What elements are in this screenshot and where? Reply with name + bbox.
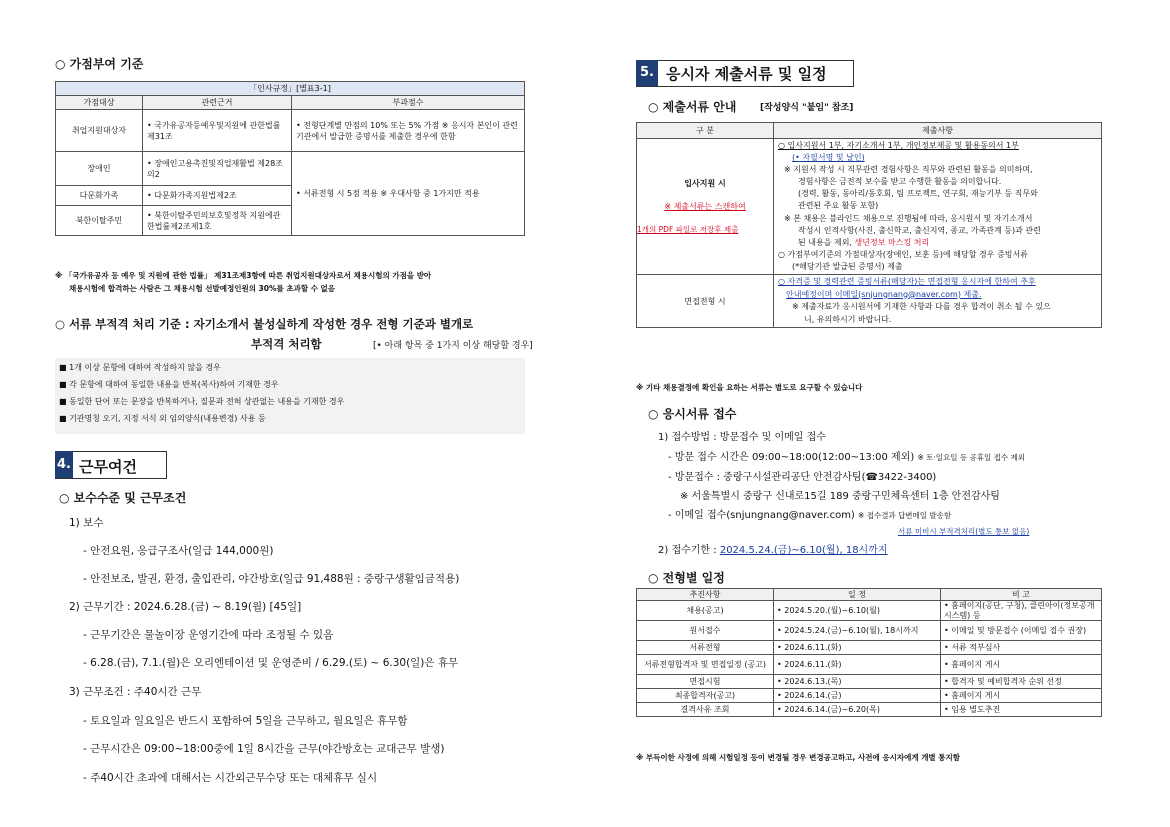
text-line bbox=[658, 541, 888, 556]
table-cell: 채용(공고) bbox=[637, 601, 774, 621]
table-row bbox=[637, 675, 1102, 689]
list-item: ■ 1개 이상 문항에 대하여 작성하지 않을 경우 bbox=[59, 363, 221, 372]
table-cell: 최종합격자(공고) bbox=[637, 689, 774, 703]
row-interview-items bbox=[774, 275, 1102, 328]
sched-note: ※ 부득이한 사정에 의해 시험일정 등이 변경될 경우 변경공고하고, 사전에 응시자에게 개별 통지함 bbox=[636, 753, 961, 762]
text-line: 경험사항은 금전적 보수를 받고 수행한 활동을 의미합니다. bbox=[798, 177, 1002, 187]
text-line: - 6.28.(금), 7.1.(월)은 오리엔테이션 및 운영준비 / 6.29.(토) ~ 6.30(일)은 휴무 bbox=[83, 657, 459, 669]
table-row bbox=[637, 641, 1102, 655]
docs-table bbox=[636, 122, 1102, 328]
text-line: ※ 제출자료가 응시원서에 기재한 사항과 다를 경우 합격이 취소 될 수 있으 bbox=[792, 302, 1051, 312]
table-row bbox=[637, 689, 1102, 703]
text-line: ※ 서울특별시 중랑구 신내로15길 189 중랑구민체육센터 1층 안전감사팀 bbox=[680, 491, 1000, 502]
header-score: 부과점수 bbox=[292, 96, 525, 110]
text-fragment: 2) 접수기한 : bbox=[658, 545, 717, 556]
header-basis: 관련근거 bbox=[143, 96, 292, 110]
text-line: (경력, 활동, 동아리/동호회, 팀 프로젝트, 연구회, 재능기부 등 직무와 bbox=[798, 189, 1038, 199]
text-fragment: 된 내용을 제외, bbox=[798, 237, 852, 247]
header-date: 일 정 bbox=[774, 589, 941, 601]
masking-note: 생년정보 마스킹 처리 bbox=[854, 237, 930, 247]
header-note: 비 고 bbox=[941, 589, 1102, 601]
table-cell: • 서류 적부심사 bbox=[941, 641, 1102, 655]
text-line: 1) 보수 bbox=[69, 517, 104, 529]
schedule-table bbox=[636, 588, 1102, 717]
docs-note: ※ 기타 채용결정에 확인을 요하는 서류는 별도로 요구할 수 있습니다 bbox=[636, 383, 863, 392]
list-item: ■ 기관명칭 오기, 지정 서식 외 임의양식(내용변경) 사용 등 bbox=[59, 414, 266, 423]
text-line: - 방문접수 : 중랑구시설관리공단 안전감사팀(☎3422-3400) bbox=[668, 472, 937, 483]
gajeom-note-2: 채용시험에 합격하는 사람은 그 채용시험 선발예정인원의 30%를 초과할 수 없음 bbox=[69, 284, 336, 293]
text-line bbox=[668, 506, 951, 521]
header-target: 가점대상 bbox=[56, 96, 143, 110]
text-line bbox=[668, 448, 1025, 463]
table-cell: 장애인 bbox=[56, 152, 143, 186]
gajeom-note-1: ※ 「국가유공자 등 예우 및 지원에 관한 법률」 제31조제3항에 따른 취업지원대상자로서 채용시험의 가점을 받아 bbox=[55, 271, 432, 280]
gajeom-title: ○ 가점부여 기준 bbox=[55, 57, 144, 71]
table-cell: 원서접수 bbox=[637, 621, 774, 641]
table-cell: • 전형단계별 만점의 10% 또는 5% 가점 ※ 응시자 본인이 관련기관에서 발급한 증명서를 제출한 경우에 한함 bbox=[292, 110, 525, 152]
list-item: ■ 각 문항에 대하여 동일한 내용을 반복(복사)하여 기재한 경우 bbox=[59, 380, 279, 389]
text-line bbox=[778, 237, 1097, 249]
text-line: - 안전요원, 응급구조사(일급 144,000원) bbox=[83, 545, 274, 557]
deadline: 2024.5.24.(금)~6.10(월), 18시까지 bbox=[719, 545, 888, 556]
header-category: 구 분 bbox=[637, 123, 774, 139]
text-line: 작성시 인적사항(사진, 출신학교, 출신지역, 종교, 가족관계 등)과 관련 bbox=[798, 225, 1041, 235]
table-cell: • 합격자 및 예비합격자 순위 선정 bbox=[941, 675, 1102, 689]
table-cell: 서류전형합격자 및 면접일정 (공고) bbox=[637, 655, 774, 675]
table-cell: 다문화가족 bbox=[56, 186, 143, 206]
section-4-number: 4. bbox=[55, 451, 73, 478]
row-apply-items bbox=[774, 139, 1102, 275]
table-cell: 결격사유 조회 bbox=[637, 703, 774, 717]
gajeom-table bbox=[55, 81, 525, 236]
bujeok-title-cont: 부적격 처리함 bbox=[251, 337, 322, 351]
table-cell: • 임용 별도추진 bbox=[941, 703, 1102, 717]
row-interview-label: 면접전형 시 bbox=[637, 275, 774, 328]
bujeok-list bbox=[55, 358, 525, 434]
header-items: 제출사항 bbox=[774, 123, 1102, 139]
text-line: ※ 지원서 작성 시 직무관련 경험사항은 직무와 관련된 활동을 의미하며, bbox=[784, 165, 1033, 175]
text-fragment: - 방문 접수 시간은 09:00~18:00(12:00~13:00 제외) bbox=[668, 452, 915, 463]
docs-title: ○ 제출서류 안내 bbox=[648, 100, 737, 114]
text-line: 안내예정이며 이메일(snjungnang@naver.com) 제출. bbox=[786, 289, 982, 299]
table-cell: • 2024.5.20.(월)~6.10(월) bbox=[774, 601, 941, 621]
table-row bbox=[637, 655, 1102, 675]
table-cell: • 국가유공자등예우및지원에 관한법률제31조 bbox=[143, 110, 292, 152]
text-fragment: ※ 토·일요일 등 공휴일 접수 제외 bbox=[917, 453, 1025, 462]
table-cell: • 다문화가족지원법제2조 bbox=[143, 186, 292, 206]
table-row bbox=[637, 621, 1102, 641]
table-cell: 취업지원대상자 bbox=[56, 110, 143, 152]
text-line: ※ 본 채용은 블라인드 채용으로 진행됨에 따라, 응시원서 및 자기소개서 bbox=[784, 213, 1033, 223]
list-item: ■ 동일한 단어 또는 문장을 반복하거나, 질문과 전혀 상관없는 내용을 기재한 경우 bbox=[59, 397, 345, 406]
table-cell: • 2024.6.11.(화) bbox=[774, 655, 941, 675]
table-cell: 면접시험 bbox=[637, 675, 774, 689]
sched-title: ○ 전형별 일정 bbox=[648, 571, 725, 585]
section-5-number: 5. bbox=[636, 60, 658, 86]
text-line: 1) 접수방법 : 방문접수 및 이메일 접수 bbox=[658, 432, 826, 443]
bujeok-title: ○ 서류 부적격 처리 기준 : 자기소개서 불성실하게 작성한 경우 전형 기준과 별개로 bbox=[55, 317, 474, 331]
table-cell: • 2024.6.14.(금)~6.20(목) bbox=[774, 703, 941, 717]
bosu-title: ○ 보수수준 및 근무조건 bbox=[59, 491, 187, 505]
apply-red-note-1: ※ 제출서류는 스캔하여 bbox=[664, 202, 746, 212]
text-line: ○ 가점부여기준의 가점대상자(장애인, 보훈 등)에 해당할 경우 증빙서류 bbox=[778, 249, 1028, 259]
text-line: 3) 근무조건 : 주40시간 근무 bbox=[69, 686, 202, 698]
table-cell: • 2024.6.14.(금) bbox=[774, 689, 941, 703]
text-fragment: - 이메일 접수(snjungnang@naver.com) bbox=[668, 510, 855, 521]
section-5-title: 응시자 제출서류 및 일정 bbox=[666, 65, 827, 83]
table-cell: • 2024.6.11.(화) bbox=[774, 641, 941, 655]
table-cell: • 2024.5.24.(금)~6.10(월), 18시까지 bbox=[774, 621, 941, 641]
text-line: - 안전보조, 발권, 환경, 출입관리, 야간방호(일급 91,488원 : 중랑구생활임금적용) bbox=[83, 573, 460, 585]
text-line: - 주40시간 초과에 대해서는 시간외근무수당 또는 대체휴무 실시 bbox=[83, 772, 378, 784]
table-row bbox=[637, 703, 1102, 717]
apply-red-note-2: 1개의 PDF 파일로 저장후 제출 bbox=[637, 225, 739, 235]
text-line: - 근무시간은 09:00~18:00중에 1일 8시간을 근무(야간방호는 교대근무 발생) bbox=[83, 743, 445, 755]
row-apply-label bbox=[637, 139, 774, 275]
text-line: ○ 입사지원서 1부, 자기소개서 1부, 개인정보제공 및 활용동의서 1부 bbox=[778, 141, 1019, 150]
text-line: 서류 미비시 부적격처리(별도 통보 없음) bbox=[898, 527, 1030, 536]
header-item: 추진사항 bbox=[637, 589, 774, 601]
text-line: 2) 근무기간 : 2024.6.28.(금) ~ 8.19(월) [45일] bbox=[69, 601, 302, 613]
docs-subtitle: [작성양식 "붙임" 참조] bbox=[760, 103, 854, 113]
table-row bbox=[637, 601, 1102, 621]
table-cell: • 홈페이지 게시 bbox=[941, 655, 1102, 675]
text-line: ○ 자격증 및 경력관련 증빙서류(해당자)는 면접전형 응시자에 한하여 추후 bbox=[778, 277, 1036, 287]
table-cell: • 이메일 및 방문접수 (이메일 접수 권장) bbox=[941, 621, 1102, 641]
text-fragment: ※ 접수결과 답변메일 발송함 bbox=[858, 511, 952, 520]
text-line: 니, 유의하시기 바랍니다. bbox=[804, 314, 892, 324]
text-line: (*해당기관 발급된 증명서) 제출 bbox=[792, 261, 903, 271]
text-line: - 토요일과 일요일은 반드시 포함하여 5일을 근무하고, 월요일은 휴무함 bbox=[83, 715, 408, 727]
table-cell: 북한이탈주민 bbox=[56, 206, 143, 236]
table-cell: 서류전형 bbox=[637, 641, 774, 655]
text-line: 관련된 주요 활동 포함) bbox=[798, 201, 879, 211]
text-line: (• 자필서명 및 날인) bbox=[792, 153, 865, 163]
table-cell: • 홈페이지 게시 bbox=[941, 689, 1102, 703]
table-cell: • 북한이탈주민의보호및정착 지원에관한법률제2조제1호 bbox=[143, 206, 292, 236]
bujeok-condition: [• 아래 항목 중 1가지 이상 해당할 경우] bbox=[373, 341, 533, 351]
gajeom-caption: 「인사규정」[별표3-1] bbox=[56, 82, 525, 96]
table-cell: • 장애인고용촉진및직업재활법 제28조의2 bbox=[143, 152, 292, 186]
table-cell: • 서류전형 시 5점 적용 ※ 우대사항 중 1가지만 적용 bbox=[292, 152, 525, 236]
table-cell: • 2024.6.13.(목) bbox=[774, 675, 941, 689]
text-line: - 근무기간은 물놀이장 운영기간에 따라 조정될 수 있음 bbox=[83, 629, 334, 641]
section-4-title: 근무여건 bbox=[79, 458, 137, 476]
jeopsu-title: ○ 응시서류 접수 bbox=[648, 407, 737, 421]
apply-label: 입사지원 시 bbox=[684, 179, 726, 189]
table-cell: • 홈페이지(공단, 구청), 클린아이(정보공개시스템) 등 bbox=[941, 601, 1102, 621]
